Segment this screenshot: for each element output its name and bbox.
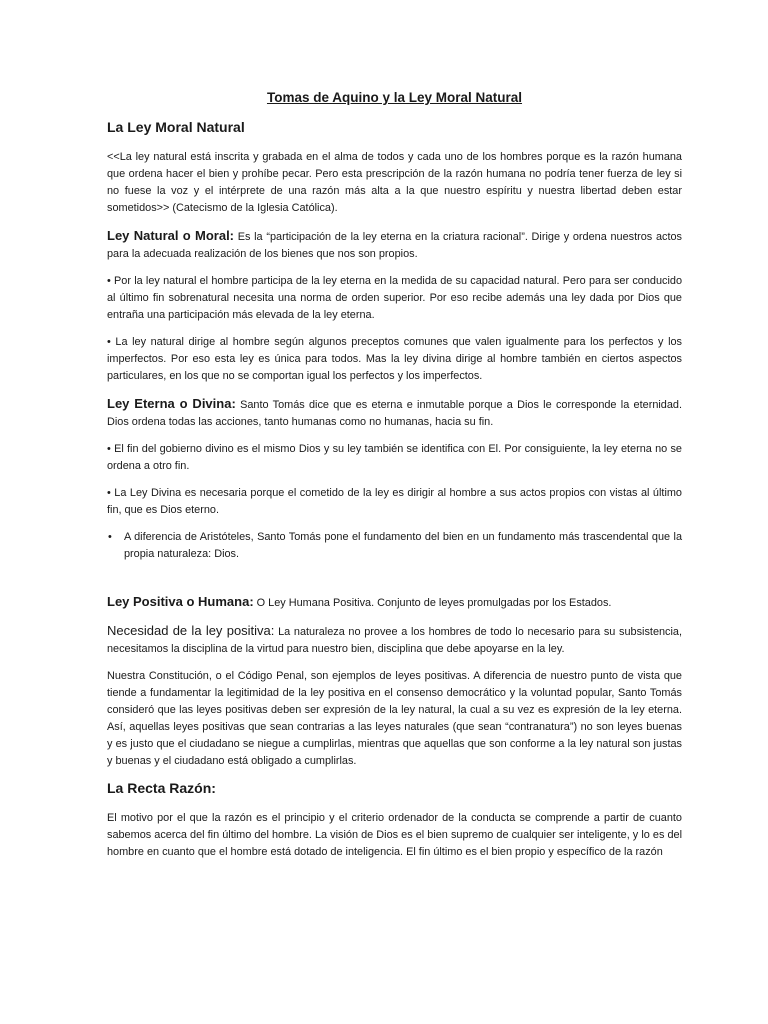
heading-ley-moral-natural: La Ley Moral Natural: [107, 119, 245, 135]
paragraph-ley-eterna: [107, 395, 682, 431]
bullet-ley-eterna-3: [107, 529, 682, 563]
bullet-ley-eterna-3-text: A diferencia de Aristóteles, Santo Tomás pone el fundamento del bien en un fundamento más trascendental que la propia naturaleza: Dios.: [124, 531, 682, 560]
bullet-ley-natural-1: • Por la ley natural el hombre participa de la ley eterna en la medida de su capacidad natural. Pero para ser conducido al último fin sobrenatural necesita una norma de orden superior. Por eso recibe además una ley dada por Dios que entraña una participación más elevada de la ley eterna.: [107, 275, 682, 321]
lead-ley-natural: Ley Natural o Moral:: [107, 228, 235, 243]
bullet-mark: •: [108, 531, 112, 543]
catechism-quote: <<La ley natural está inscrita y grabada en el alma de todos y cada uno de los hombres porque es la razón humana que ordena hacer el bien y prohíbe pecar. Pero esta prescripción de la razón humana no podría tener fuerza de ley si no fuese la voz y el intérprete de una razón más alta a la que nuestro espíritu y nuestra libertad deben estar sometidos>> (Catecismo de la Iglesia Católica).: [107, 151, 682, 214]
paragraph-ley-positiva: [107, 593, 682, 612]
lead-ley-eterna: Ley Eterna o Divina:: [107, 396, 236, 411]
text-necesidad: La naturaleza no provee a los hombres de todo lo necesario para su subsistencia, necesitamos la disciplina de la virtud para nuestro bien, disciplina que debe apoyarse en la ley.: [107, 626, 683, 655]
text-ley-positiva: O Ley Humana Positiva. Conjunto de leyes promulgadas por los Estados.: [253, 597, 612, 609]
lead-ley-positiva: Ley Positiva o Humana:: [107, 594, 254, 609]
paragraph-recta-razon: El motivo por el que la razón es el principio y el criterio ordenador de la conducta se comprende a partir de cuanto sabemos acerca del fin último del hombre. La visión de Dios es el bien supremo de cualquier ser inteligente, y lo es del hombre en cuanto que el hombre está dotado de inteligencia. El fin último es el bien propio y específico de la razón: [107, 812, 682, 858]
text-ley-natural: Es la “participación de la ley eterna en la criatura racional”. Dirige y ordena nuestros actos para la adecuada realización de los bienes que nos son propios.: [107, 231, 682, 260]
document-title: Tomas de Aquino y la Ley Moral Natural: [266, 90, 523, 105]
bullet-ley-eterna-2: • La Ley Divina es necesaria porque el cometido de la ley es dirigir al hombre a sus actos propios con vistas al último fin, que es Dios eterno.: [107, 487, 682, 516]
bullet-ley-natural-2: • La ley natural dirige al hombre según algunos preceptos comunes que valen igualmente para los perfectos y los imperfectos. Por eso esta ley es única para todos. Mas la ley divina dirige al hombre también en ciertos aspectos particulares, en los que no se comportan igual los perfectos y los imperfectos.: [107, 336, 682, 382]
paragraph-ley-natural: [107, 227, 682, 263]
lead-necesidad: Necesidad de la ley positiva:: [107, 623, 275, 638]
bullet-ley-eterna-1: • El fin del gobierno divino es el mismo Dios y su ley también se identifica con El. Por consiguiente, la ley eterna no se ordena a otro fin.: [107, 443, 682, 472]
paragraph-constitucion: Nuestra Constitución, o el Código Penal, son ejemplos de leyes positivas. A diferencia de nuestro punto de vista que tiende a fundamentar la legitimidad de la ley positiva en el consenso democrático y la voluntad popular, Santo Tomás consideró que las leyes positivas deben ser expresión de la ley natural, la cual a su vez es expresión de la ley eterna. Así, aquellas leyes positivas que sean contrarias a las leyes naturales (que sean “contranatura”) no son leyes buenas y es justo que el ciudadano se niegue a cumplirlas, mientras que aquellas que son conforme a la ley natural son justas y buenas y el ciudadano está obligado a cumplirlas.: [107, 670, 682, 767]
text-ley-eterna: Santo Tomás dice que es eterna e inmutable porque a Dios le corresponde la eternidad. Dios ordena todas las acciones, tanto humanas como no humanas, hacia su fin.: [107, 399, 682, 428]
paragraph-necesidad: [107, 622, 682, 658]
heading-recta-razon: La Recta Razón:: [107, 780, 216, 796]
spacer: [107, 573, 682, 593]
